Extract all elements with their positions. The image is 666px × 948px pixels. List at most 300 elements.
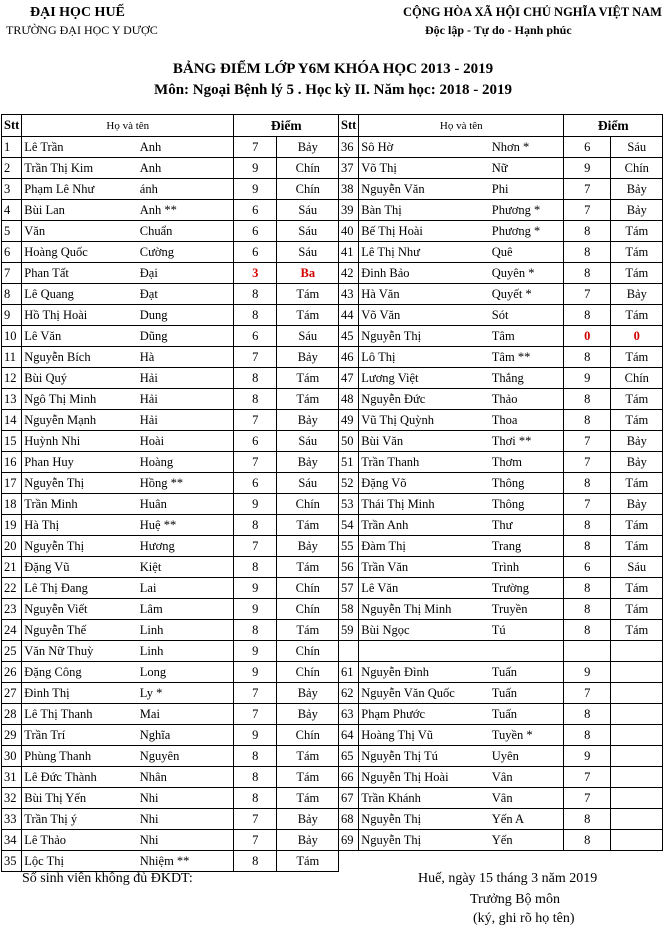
row-family-name: Hà Văn bbox=[359, 284, 490, 305]
row-given-name: Huệ ** bbox=[138, 515, 234, 536]
row-given-name: Long bbox=[138, 662, 234, 683]
row-score: 7 bbox=[234, 830, 277, 851]
republic-name: CỘNG HÒA XÃ HỘI CHỦ NGHĨA VIỆT NAM bbox=[403, 5, 662, 19]
table-row bbox=[2, 809, 339, 830]
row-score-words: Chín bbox=[277, 578, 339, 599]
table-row bbox=[2, 515, 339, 536]
row-given-name: Nhiệm ** bbox=[138, 851, 234, 872]
row-family-name: Lê Trần bbox=[22, 137, 138, 158]
row-stt: 54 bbox=[339, 515, 359, 536]
row-given-name: Phương * bbox=[490, 221, 564, 242]
row-score-words bbox=[611, 704, 663, 725]
row-given-name: Nhi bbox=[138, 830, 234, 851]
row-given-name: Nhi bbox=[138, 809, 234, 830]
row-stt: 3 bbox=[2, 179, 22, 200]
row-family-name: Lê Đức Thành bbox=[22, 767, 138, 788]
row-given-name: Hồng ** bbox=[138, 473, 234, 494]
row-score-words bbox=[611, 683, 663, 704]
row-family-name: Nguyễn Thị bbox=[359, 830, 490, 851]
row-given-name: Tâm bbox=[490, 326, 564, 347]
table-row bbox=[2, 788, 339, 809]
row-score bbox=[564, 641, 611, 662]
row-score: 8 bbox=[234, 557, 277, 578]
row-stt: 42 bbox=[339, 263, 359, 284]
row-stt: 47 bbox=[339, 368, 359, 389]
row-score-words: Bảy bbox=[611, 179, 663, 200]
document-title: BẢNG ĐIỂM LỚP Y6M KHÓA HỌC 2013 - 2019 bbox=[172, 61, 494, 77]
row-score-words: Bảy bbox=[611, 200, 663, 221]
row-given-name: Lâm bbox=[138, 599, 234, 620]
row-score: 8 bbox=[564, 704, 611, 725]
row-given-name: Thơm bbox=[490, 452, 564, 473]
row-given-name: Sót bbox=[490, 305, 564, 326]
table-row bbox=[2, 179, 339, 200]
row-given-name: Hà bbox=[138, 347, 234, 368]
row-family-name: Võ Thị bbox=[359, 158, 490, 179]
row-given-name: Trình bbox=[490, 557, 564, 578]
row-score: 7 bbox=[234, 809, 277, 830]
row-family-name: Trần Trí bbox=[22, 725, 138, 746]
table-row bbox=[2, 221, 339, 242]
row-stt: 58 bbox=[339, 599, 359, 620]
row-score: 8 bbox=[234, 746, 277, 767]
row-score: 9 bbox=[234, 158, 277, 179]
row-score: 8 bbox=[234, 284, 277, 305]
row-score: 9 bbox=[564, 368, 611, 389]
row-family-name: Lê Quang bbox=[22, 284, 138, 305]
row-given-name: Anh ** bbox=[138, 200, 234, 221]
row-given-name: Trang bbox=[490, 536, 564, 557]
row-given-name: Cường bbox=[138, 242, 234, 263]
row-score-words: Chín bbox=[277, 599, 339, 620]
row-family-name: Nguyễn Thị Hoài bbox=[359, 767, 490, 788]
row-score-words: Tám bbox=[277, 851, 339, 872]
university-name: ĐẠI HỌC HUẾ bbox=[30, 5, 125, 20]
row-score: 7 bbox=[234, 137, 277, 158]
row-stt: 69 bbox=[339, 830, 359, 851]
table-row bbox=[339, 662, 663, 683]
row-stt: 35 bbox=[2, 851, 22, 872]
table-row bbox=[339, 452, 663, 473]
row-family-name: Võ Văn bbox=[359, 305, 490, 326]
row-score-words bbox=[611, 662, 663, 683]
row-family-name bbox=[359, 641, 490, 662]
signature-instruction: (ký, ghi rõ họ tên) bbox=[473, 911, 575, 926]
row-given-name: Yến bbox=[490, 830, 564, 851]
row-stt: 25 bbox=[2, 641, 22, 662]
row-score-words: Tám bbox=[611, 473, 663, 494]
row-score-words bbox=[611, 767, 663, 788]
row-given-name: Nhơn * bbox=[490, 137, 564, 158]
row-score: 8 bbox=[234, 368, 277, 389]
row-family-name: Lê Thảo bbox=[22, 830, 138, 851]
row-stt: 39 bbox=[339, 200, 359, 221]
row-score: 9 bbox=[234, 725, 277, 746]
row-given-name: Anh bbox=[138, 158, 234, 179]
table-header bbox=[339, 115, 663, 137]
row-family-name: Lộc Thị bbox=[22, 851, 138, 872]
table-row bbox=[2, 557, 339, 578]
table-row bbox=[2, 368, 339, 389]
row-given-name: Tú bbox=[490, 620, 564, 641]
row-score: 6 bbox=[234, 473, 277, 494]
table-row bbox=[2, 200, 339, 221]
table-row bbox=[339, 389, 663, 410]
row-given-name: Huân bbox=[138, 494, 234, 515]
row-score-words: Tám bbox=[277, 515, 339, 536]
row-stt: 57 bbox=[339, 578, 359, 599]
row-stt: 41 bbox=[339, 242, 359, 263]
row-family-name: Nguyễn Thế bbox=[22, 620, 138, 641]
row-family-name: Bùi Văn bbox=[359, 431, 490, 452]
row-given-name: Nhân bbox=[138, 767, 234, 788]
row-family-name: Nguyễn Đình bbox=[359, 662, 490, 683]
row-given-name: Quyên * bbox=[490, 263, 564, 284]
row-score-words: Bảy bbox=[277, 683, 339, 704]
table-row bbox=[2, 137, 339, 158]
row-family-name: Bế Thị Hoài bbox=[359, 221, 490, 242]
row-score-words: Bảy bbox=[611, 494, 663, 515]
row-score-words: Tám bbox=[277, 788, 339, 809]
row-score-words: Bảy bbox=[277, 809, 339, 830]
row-score-words bbox=[611, 641, 663, 662]
table-row bbox=[2, 767, 339, 788]
row-stt: 5 bbox=[2, 221, 22, 242]
table-row bbox=[339, 221, 663, 242]
table-row bbox=[2, 662, 339, 683]
row-given-name: Hoài bbox=[138, 431, 234, 452]
row-score: 6 bbox=[564, 557, 611, 578]
row-score-words: Tám bbox=[611, 347, 663, 368]
row-given-name: Chuẩn bbox=[138, 221, 234, 242]
table-row bbox=[339, 725, 663, 746]
row-score: 8 bbox=[564, 221, 611, 242]
row-stt: 19 bbox=[2, 515, 22, 536]
row-score: 8 bbox=[564, 410, 611, 431]
row-score-words: Tám bbox=[277, 284, 339, 305]
row-score-words: Tám bbox=[277, 620, 339, 641]
row-given-name: Vân bbox=[490, 788, 564, 809]
row-given-name: Quê bbox=[490, 242, 564, 263]
row-score: 7 bbox=[234, 536, 277, 557]
row-family-name: Trần Thị ý bbox=[22, 809, 138, 830]
row-given-name: Kiệt bbox=[138, 557, 234, 578]
document-subtitle: Môn: Ngoại Bệnh lý 5 . Học kỳ II. Năm học: 2018 - 2019 bbox=[154, 82, 512, 98]
row-family-name: Lê Thị Thanh bbox=[22, 704, 138, 725]
row-score: 8 bbox=[564, 830, 611, 851]
table-row bbox=[339, 158, 663, 179]
table-row bbox=[2, 305, 339, 326]
row-family-name: Lê Văn bbox=[359, 578, 490, 599]
row-stt: 50 bbox=[339, 431, 359, 452]
row-stt: 44 bbox=[339, 305, 359, 326]
row-stt: 28 bbox=[2, 704, 22, 725]
row-family-name: Phan Huy bbox=[22, 452, 138, 473]
table-row bbox=[339, 641, 663, 662]
row-score: 9 bbox=[234, 599, 277, 620]
table-row bbox=[2, 326, 339, 347]
row-family-name: Nguyễn Bích bbox=[22, 347, 138, 368]
table-row bbox=[2, 725, 339, 746]
row-stt: 14 bbox=[2, 410, 22, 431]
row-given-name: Nghĩa bbox=[138, 725, 234, 746]
row-given-name: Tuấn bbox=[490, 662, 564, 683]
row-score-words: Sáu bbox=[277, 431, 339, 452]
row-family-name: Huỳnh Nhi bbox=[22, 431, 138, 452]
table-row bbox=[2, 851, 339, 872]
row-given-name: Thoa bbox=[490, 410, 564, 431]
table-row bbox=[339, 683, 663, 704]
row-family-name: Phùng Thanh bbox=[22, 746, 138, 767]
table-row bbox=[339, 242, 663, 263]
row-given-name: Ly * bbox=[138, 683, 234, 704]
row-stt: 37 bbox=[339, 158, 359, 179]
row-stt: 62 bbox=[339, 683, 359, 704]
row-score-words: Tám bbox=[611, 599, 663, 620]
row-family-name: Lô Thị bbox=[359, 347, 490, 368]
row-score-words: Tám bbox=[277, 557, 339, 578]
row-score-words: Tám bbox=[611, 221, 663, 242]
row-given-name: Linh bbox=[138, 620, 234, 641]
row-stt: 11 bbox=[2, 347, 22, 368]
table-row bbox=[339, 326, 663, 347]
row-family-name: Đặng Võ bbox=[359, 473, 490, 494]
row-stt: 43 bbox=[339, 284, 359, 305]
row-given-name: Đạt bbox=[138, 284, 234, 305]
row-stt: 51 bbox=[339, 452, 359, 473]
col-header-score: Điểm bbox=[564, 115, 663, 137]
table-row bbox=[2, 158, 339, 179]
row-family-name: Bàn Thị bbox=[359, 200, 490, 221]
row-given-name bbox=[490, 641, 564, 662]
row-stt: 49 bbox=[339, 410, 359, 431]
row-score: 9 bbox=[564, 746, 611, 767]
table-row bbox=[2, 347, 339, 368]
row-score-words: Chín bbox=[611, 368, 663, 389]
row-score: 7 bbox=[564, 284, 611, 305]
national-motto: Độc lập - Tự do - Hạnh phúc bbox=[425, 23, 572, 37]
row-score-words: Tám bbox=[611, 389, 663, 410]
row-stt: 6 bbox=[2, 242, 22, 263]
row-score-words: Tám bbox=[277, 746, 339, 767]
col-header-name: Họ và tên bbox=[22, 115, 234, 137]
row-family-name: Lê Văn bbox=[22, 326, 138, 347]
row-stt: 65 bbox=[339, 746, 359, 767]
row-score-words: Bảy bbox=[611, 284, 663, 305]
row-score: 8 bbox=[564, 242, 611, 263]
row-stt: 23 bbox=[2, 599, 22, 620]
row-stt: 45 bbox=[339, 326, 359, 347]
table-row bbox=[2, 578, 339, 599]
row-stt: 36 bbox=[339, 137, 359, 158]
row-family-name: Trần Anh bbox=[359, 515, 490, 536]
row-stt: 8 bbox=[2, 284, 22, 305]
row-given-name: Thư bbox=[490, 515, 564, 536]
table-row bbox=[2, 830, 339, 851]
row-stt: 2 bbox=[2, 158, 22, 179]
row-score: 8 bbox=[564, 305, 611, 326]
row-stt: 67 bbox=[339, 788, 359, 809]
col-header-stt: Stt bbox=[339, 115, 359, 137]
row-score: 7 bbox=[564, 767, 611, 788]
row-score: 8 bbox=[564, 515, 611, 536]
row-score-words: Bảy bbox=[277, 830, 339, 851]
row-score: 9 bbox=[234, 641, 277, 662]
row-family-name: Phạm Phước bbox=[359, 704, 490, 725]
row-score-words: Bảy bbox=[277, 536, 339, 557]
row-score: 8 bbox=[564, 263, 611, 284]
row-score: 6 bbox=[234, 431, 277, 452]
table-row bbox=[339, 179, 663, 200]
row-score-words: Chín bbox=[611, 158, 663, 179]
row-stt: 56 bbox=[339, 557, 359, 578]
row-stt: 15 bbox=[2, 431, 22, 452]
row-score: 8 bbox=[564, 347, 611, 368]
row-family-name: Đặng Vũ bbox=[22, 557, 138, 578]
row-given-name: Phương * bbox=[490, 200, 564, 221]
row-score: 6 bbox=[564, 137, 611, 158]
row-score-words: Tám bbox=[611, 242, 663, 263]
row-given-name: Thông bbox=[490, 494, 564, 515]
row-family-name: Nguyễn Văn bbox=[359, 179, 490, 200]
row-score: 7 bbox=[564, 494, 611, 515]
row-stt: 32 bbox=[2, 788, 22, 809]
row-score-words: Sáu bbox=[277, 221, 339, 242]
row-score-words: Tám bbox=[611, 620, 663, 641]
row-given-name: Nhi bbox=[138, 788, 234, 809]
row-score-words: Chín bbox=[277, 725, 339, 746]
table-row bbox=[339, 284, 663, 305]
table-row bbox=[2, 746, 339, 767]
row-given-name: Nguyên bbox=[138, 746, 234, 767]
row-given-name: Thông bbox=[490, 473, 564, 494]
row-family-name: Trần Khánh bbox=[359, 788, 490, 809]
place-date: Huế, ngày 15 tháng 3 năm 2019 bbox=[418, 871, 598, 886]
row-stt bbox=[339, 641, 359, 662]
table-row bbox=[339, 788, 663, 809]
table-row bbox=[339, 410, 663, 431]
row-family-name: Phan Tất bbox=[22, 263, 138, 284]
table-row bbox=[339, 809, 663, 830]
row-score-words: Chín bbox=[277, 494, 339, 515]
row-family-name: Hoàng Thị Vũ bbox=[359, 725, 490, 746]
row-stt: 38 bbox=[339, 179, 359, 200]
row-family-name: Văn bbox=[22, 221, 138, 242]
row-score: 7 bbox=[234, 452, 277, 473]
table-row bbox=[339, 368, 663, 389]
row-score-words bbox=[611, 809, 663, 830]
row-stt: 61 bbox=[339, 662, 359, 683]
row-score-words bbox=[611, 746, 663, 767]
row-score-words: Sáu bbox=[277, 242, 339, 263]
row-family-name: Bùi Ngọc bbox=[359, 620, 490, 641]
row-score: 6 bbox=[234, 326, 277, 347]
row-score-words: Tám bbox=[611, 578, 663, 599]
row-family-name: Nguyễn Thị bbox=[359, 809, 490, 830]
row-given-name: Hương bbox=[138, 536, 234, 557]
row-family-name: Nguyễn Mạnh bbox=[22, 410, 138, 431]
row-score-words: Sáu bbox=[277, 200, 339, 221]
row-given-name: Dung bbox=[138, 305, 234, 326]
row-family-name: Hoàng Quốc bbox=[22, 242, 138, 263]
row-family-name: Nguyễn Thị bbox=[22, 536, 138, 557]
table-row bbox=[339, 494, 663, 515]
school-name: TRƯỜNG ĐẠI HỌC Y DƯỢC bbox=[6, 23, 158, 37]
table-row bbox=[339, 137, 663, 158]
row-score-words bbox=[611, 830, 663, 851]
row-score: 9 bbox=[564, 158, 611, 179]
row-score: 8 bbox=[564, 620, 611, 641]
row-score: 9 bbox=[234, 662, 277, 683]
row-given-name: Anh bbox=[138, 137, 234, 158]
row-stt: 17 bbox=[2, 473, 22, 494]
row-score: 6 bbox=[234, 242, 277, 263]
table-header bbox=[2, 115, 339, 137]
row-score-words: Tám bbox=[277, 389, 339, 410]
table-row bbox=[2, 410, 339, 431]
row-family-name: Nguyễn Thị Tú bbox=[359, 746, 490, 767]
row-score-words: Tám bbox=[611, 515, 663, 536]
col-header-stt: Stt bbox=[2, 115, 22, 137]
row-stt: 24 bbox=[2, 620, 22, 641]
grade-table-left bbox=[1, 114, 339, 872]
table-row bbox=[339, 599, 663, 620]
row-score-words: Tám bbox=[611, 263, 663, 284]
row-stt: 16 bbox=[2, 452, 22, 473]
row-score: 8 bbox=[564, 725, 611, 746]
row-family-name: Nguyễn Thị Minh bbox=[359, 599, 490, 620]
row-given-name: Linh bbox=[138, 641, 234, 662]
table-row bbox=[339, 704, 663, 725]
row-family-name: Nguyễn Đức bbox=[359, 389, 490, 410]
row-given-name: Hoàng bbox=[138, 452, 234, 473]
row-score-words: Bảy bbox=[277, 704, 339, 725]
row-given-name: ánh bbox=[138, 179, 234, 200]
table-row bbox=[2, 494, 339, 515]
row-score: 3 bbox=[234, 263, 277, 284]
row-stt: 27 bbox=[2, 683, 22, 704]
row-family-name: Hồ Thị Hoài bbox=[22, 305, 138, 326]
row-score: 7 bbox=[234, 347, 277, 368]
table-row bbox=[2, 599, 339, 620]
row-stt: 29 bbox=[2, 725, 22, 746]
row-family-name: Bùi Quý bbox=[22, 368, 138, 389]
table-row bbox=[2, 263, 339, 284]
row-given-name: Tuyền * bbox=[490, 725, 564, 746]
row-family-name: Thái Thị Minh bbox=[359, 494, 490, 515]
row-given-name: Tuấn bbox=[490, 704, 564, 725]
row-stt: 33 bbox=[2, 809, 22, 830]
grade-table-right bbox=[338, 114, 663, 851]
row-given-name: Tuấn bbox=[490, 683, 564, 704]
row-stt: 52 bbox=[339, 473, 359, 494]
row-score: 7 bbox=[564, 200, 611, 221]
row-family-name: Trần Văn bbox=[359, 557, 490, 578]
row-stt: 12 bbox=[2, 368, 22, 389]
row-family-name: Đinh Thị bbox=[22, 683, 138, 704]
table-row bbox=[2, 431, 339, 452]
row-family-name: Trần Thanh bbox=[359, 452, 490, 473]
row-given-name: Dũng bbox=[138, 326, 234, 347]
table-row bbox=[339, 830, 663, 851]
row-score: 8 bbox=[234, 620, 277, 641]
table-row bbox=[339, 473, 663, 494]
row-given-name: Quyết * bbox=[490, 284, 564, 305]
table-row bbox=[339, 431, 663, 452]
row-score-words: Bảy bbox=[611, 452, 663, 473]
row-score: 8 bbox=[564, 536, 611, 557]
row-stt: 63 bbox=[339, 704, 359, 725]
